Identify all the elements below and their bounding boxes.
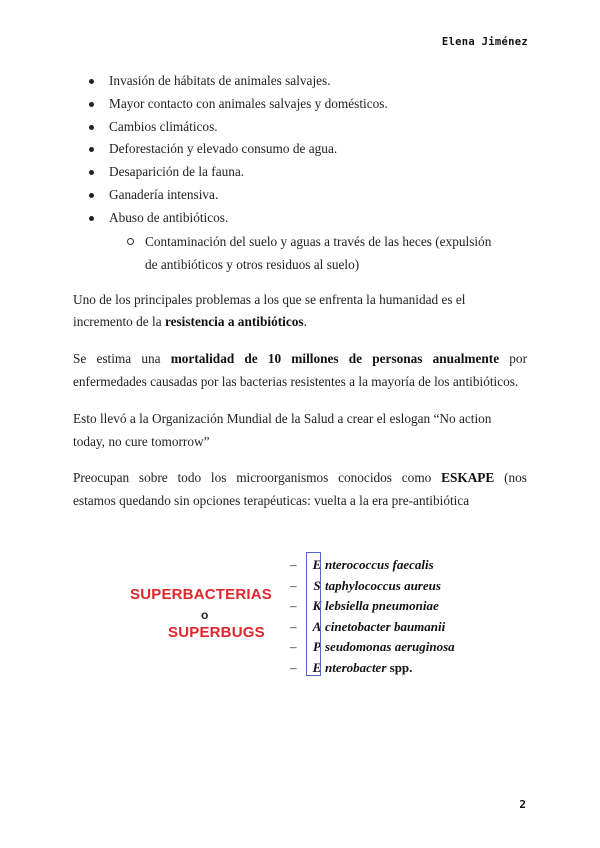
paragraph-mortality: Se estima una mortalidad de 10 millones de personas anualmente por enfermedades causadas por las bacterias resistentes a la mayoría de los antibióticos. [73,351,527,389]
eskape-figure [73,548,527,678]
bullet-icon [89,79,94,84]
organism-item: – E nterobacter spp. [290,659,413,675]
list-item: Mayor contacto con animales salvajes y domésticos. [73,93,527,116]
bullet-icon [89,102,94,107]
list-item: Ganadería intensiva. [73,184,527,207]
paragraph-eskape: Preocupan sobre todo los microorganismos conocidos como ESKAPE (nos estamos quedando sin opciones terapéuticas: vuelta a la era pre-antibiótica [73,470,527,509]
organism-item: – S taphylococcus aureus [290,577,441,593]
bullet-icon [89,216,94,221]
list-item: Cambios climáticos. [73,116,527,139]
list-item: Deforestación y elevado consumo de agua. [73,138,527,161]
eskape-initials-highlight-box [306,552,321,676]
page-number: 2 [519,798,526,811]
organism-item: – K lebsiella pneumoniae [290,598,439,613]
organism-item: – A cinetobacter baumanii [290,618,446,634]
superbugs-title: SUPERBUGS [168,624,265,641]
organism-item: – E nterococcus faecalis [290,557,434,572]
list-item: Abuso de antibióticos. Contaminación del suelo y aguas a través de las heces (expulsión de antibióticos y otros residuos al suelo) [73,207,527,276]
sub-list-item: Contaminación del suelo y aguas a través de las heces (expulsión de antibióticos y otros residuos al suelo) [109,230,527,276]
bullet-icon [89,147,94,152]
superbacterias-title: SUPERBACTERIAS [130,586,272,603]
cause-list [73,70,527,276]
hollow-bullet-icon [127,238,134,245]
paragraph-resistance: Uno de los principales problemas a los que se enfrenta la humanidad es el incremento de la resistencia a antibióticos. [73,291,466,330]
organism-item: – P seudomonas aeruginosa [290,639,455,654]
bullet-icon [89,170,94,175]
bullet-icon [89,125,94,130]
paragraph-who-slogan: Esto llevó a la Organización Mundial de la Salud a crear el eslogan “No action today, no cure tomorrow” [73,410,492,449]
list-item: Desaparición de la fauna. [73,161,527,184]
list-item: Invasión de hábitats de animales salvajes. [73,70,527,93]
header-author: Elena Jiménez [441,36,528,48]
bullet-icon [89,193,94,198]
page-content [73,70,527,513]
title-connector: o [201,608,209,622]
sub-list [109,230,527,276]
